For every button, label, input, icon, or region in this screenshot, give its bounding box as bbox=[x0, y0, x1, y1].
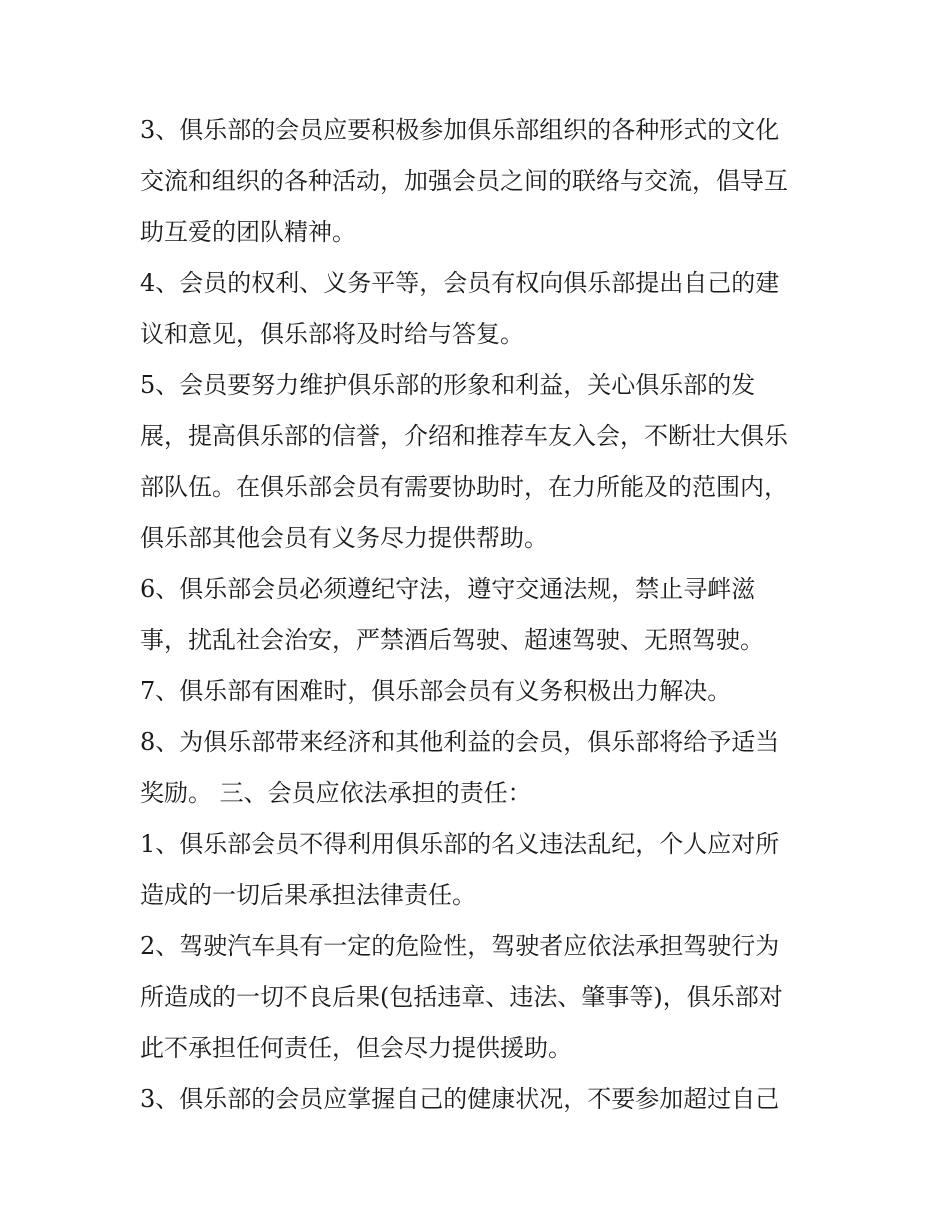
text-line: 5、会员要努力维护俱乐部的形象和利益，关心俱乐部的发 bbox=[140, 371, 756, 399]
text-line: 3、俱乐部的会员应掌握自己的健康状况，不要参加超过自己 bbox=[140, 1085, 780, 1113]
text-line: 3、俱乐部的会员应要积极参加俱乐部组织的各种形式的文化 bbox=[140, 116, 780, 144]
text-line: 7、俱乐部有困难时，俱乐部会员有义务积极出力解决。 bbox=[140, 677, 732, 705]
text-line: 6、俱乐部会员必须遵纪守法，遵守交通法规，禁止寻衅滋 bbox=[140, 575, 756, 603]
text-line: 俱乐部其他会员有义务尽力提供帮助。 bbox=[140, 524, 548, 552]
document-body bbox=[140, 105, 820, 1125]
text-line: 此不承担任何责任，但会尽力提供援助。 bbox=[140, 1034, 572, 1062]
text-line: 部队伍。在俱乐部会员有需要协助时，在力所能及的范围内， bbox=[140, 473, 788, 501]
text-line: 交流和组织的各种活动，加强会员之间的联络与交流，倡导互 bbox=[140, 167, 788, 195]
text-line: 8、为俱乐部带来经济和其他利益的会员，俱乐部将给予适当 bbox=[140, 728, 780, 756]
text-line: 1、俱乐部会员不得利用俱乐部的名义违法乱纪，个人应对所 bbox=[140, 830, 780, 858]
text-line: 展，提高俱乐部的信誉，介绍和推荐车友入会，不断壮大俱乐 bbox=[140, 422, 788, 450]
text-line: 奖励。 三、会员应依法承担的责任： bbox=[140, 779, 532, 807]
text-line: 造成的一切后果承担法律责任。 bbox=[140, 881, 476, 909]
text-line: 助互爱的团队精神。 bbox=[140, 218, 356, 246]
text-line: 议和意见，俱乐部将及时给与答复。 bbox=[140, 320, 524, 348]
text-line: 4、会员的权利、义务平等，会员有权向俱乐部提出自己的建 bbox=[140, 269, 780, 297]
text-line: 2、驾驶汽车具有一定的危险性，驾驶者应依法承担驾驶行为 bbox=[140, 932, 780, 960]
text-line: 所造成的一切不良后果(包括违章、违法、肇事等)，俱乐部对 bbox=[140, 983, 783, 1011]
text-line: 事，扰乱社会治安，严禁酒后驾驶、超速驾驶、无照驾驶。 bbox=[140, 626, 764, 654]
